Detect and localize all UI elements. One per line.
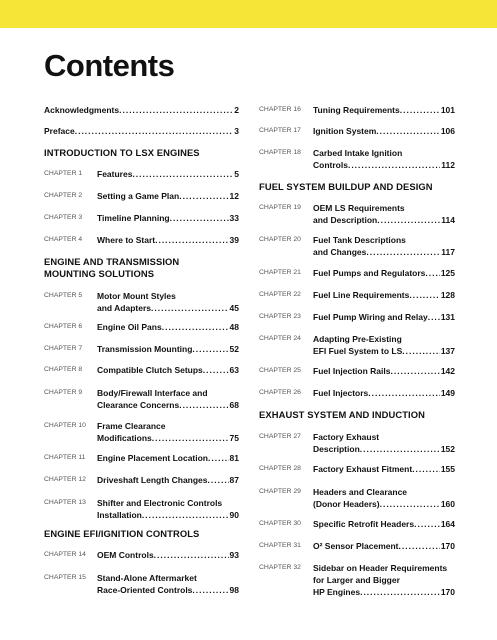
chapter-number: CHAPTER 12 (44, 476, 86, 483)
section-heading (259, 181, 455, 193)
entry-label: and Changes (313, 247, 367, 257)
page-number: 117 (441, 247, 455, 257)
dot-leader (390, 365, 439, 377)
dot-leader (208, 452, 229, 464)
dot-leader (208, 474, 229, 486)
chapter-number: CHAPTER 24 (259, 335, 301, 342)
chapter-number: CHAPTER 29 (259, 488, 301, 495)
entry-line (313, 234, 455, 246)
chapter-number: CHAPTER 3 (44, 214, 83, 221)
dot-leader (400, 104, 440, 116)
entry-title (97, 387, 239, 411)
page-number: 160 (440, 499, 455, 509)
chapter-number: CHAPTER 21 (259, 269, 301, 276)
dot-leader (360, 443, 440, 455)
chapter-number: CHAPTER 16 (259, 106, 301, 113)
chapter-number: CHAPTER 15 (44, 574, 86, 581)
entry-label: Stand-Alone Aftermarket (97, 573, 197, 583)
entry-label: OEM Controls (97, 550, 154, 560)
entry-title (97, 290, 239, 314)
entry-label: Body/Firewall Interface and (97, 388, 208, 398)
entry-label: Carbed Intake Ignition (313, 148, 403, 158)
page-number: 2 (234, 105, 239, 115)
entry-line (313, 147, 455, 159)
dot-leader (192, 343, 228, 355)
page-number: 48 (229, 322, 239, 332)
section-heading-line: INTRODUCTION TO LSX ENGINES (44, 147, 200, 158)
entry-line (313, 443, 455, 455)
entry-label: Features (97, 169, 133, 179)
entry-title (97, 420, 239, 444)
entry-line (313, 125, 455, 137)
dot-leader (425, 267, 439, 279)
entry-label: and Description (313, 215, 378, 225)
entry-title (313, 486, 455, 510)
entry-title (97, 474, 239, 486)
entry-line (97, 572, 239, 584)
entry-label: Factory Exhaust (313, 432, 380, 442)
entry-label: Fuel Line Requirements (313, 290, 410, 300)
entry-line (313, 345, 455, 357)
section-heading-line: ENGINE AND TRANSMISSION (44, 256, 180, 267)
chapter-number: CHAPTER 11 (44, 454, 86, 461)
dot-leader (179, 190, 228, 202)
page-number: 142 (440, 366, 455, 376)
entry-line (313, 518, 455, 530)
entry-line (97, 584, 239, 596)
chapter-number: CHAPTER 23 (259, 313, 301, 320)
entry-line (313, 586, 455, 598)
page-number: 155 (440, 464, 455, 474)
entry-line (97, 509, 239, 521)
dot-leader (155, 234, 228, 246)
entry-label: Fuel Pump Wiring and Relay (313, 312, 428, 322)
page-number: 75 (229, 433, 239, 443)
chapter-number: CHAPTER 6 (44, 323, 83, 330)
page-number: 33 (229, 213, 239, 223)
page-number: 170 (440, 587, 455, 597)
entry-label: Modifications (97, 433, 152, 443)
dot-leader (409, 289, 439, 301)
entry-title (313, 202, 455, 226)
entry-line (97, 399, 239, 411)
section-heading-line: FUEL SYSTEM BUILDUP AND DESIGN (259, 181, 433, 192)
page-number: 87 (229, 475, 239, 485)
dot-leader (428, 311, 440, 323)
entry-title (97, 212, 239, 224)
dot-leader (152, 432, 229, 444)
entry-line (313, 159, 455, 171)
entry-title (313, 540, 455, 552)
entry-line (313, 104, 455, 116)
entry-label: Fuel Injectors (313, 388, 369, 398)
entry-line (44, 104, 239, 116)
entry-title (97, 572, 239, 596)
entry-label: Controls (313, 160, 348, 170)
entry-label: Fuel Tank Descriptions (313, 235, 406, 245)
dot-leader (376, 125, 440, 137)
entry-title (97, 168, 239, 180)
entry-line (313, 486, 455, 498)
page-number: 106 (440, 126, 455, 136)
chapter-number: CHAPTER 8 (44, 366, 83, 373)
entry-label: Fuel Pumps and Regulators (313, 268, 426, 278)
page-number: 5 (234, 169, 239, 179)
entry-title (313, 387, 455, 399)
entry-line (313, 214, 455, 226)
entry-line (97, 452, 239, 464)
entry-title (313, 431, 455, 455)
chapter-number: CHAPTER 30 (259, 520, 301, 527)
entry-line (97, 497, 239, 509)
top-color-band (0, 0, 497, 28)
entry-line (313, 289, 455, 301)
entry-line (313, 202, 455, 214)
entry-title (44, 125, 239, 137)
entry-line (313, 498, 455, 510)
entry-title (97, 549, 239, 561)
chapter-number: CHAPTER 10 (44, 422, 86, 429)
entry-title (313, 104, 455, 116)
entry-label: Factory Exhaust Fitment (313, 464, 413, 474)
entry-label: Timeline Planning (97, 213, 170, 223)
chapter-number: CHAPTER 31 (259, 542, 301, 549)
page-number: 3 (234, 126, 239, 136)
entry-title (44, 104, 239, 116)
page-number: 45 (229, 303, 239, 313)
entry-line (313, 311, 455, 323)
entry-title (313, 125, 455, 137)
entry-label: Headers and Clearance (313, 487, 408, 497)
entry-line (97, 234, 239, 246)
entry-title (313, 289, 455, 301)
entry-line (97, 321, 239, 333)
entry-line (97, 549, 239, 561)
entry-line (97, 290, 239, 302)
entry-line (97, 364, 239, 376)
entry-line (313, 387, 455, 399)
page-number: 12 (229, 191, 239, 201)
entry-title (313, 147, 455, 171)
section-heading-line: MOUNTING SOLUTIONS (44, 268, 155, 279)
entry-label: Clearance Concerns (97, 400, 180, 410)
section-heading-line: ENGINE EFI/IGNITION CONTROLS (44, 528, 200, 539)
page-number: 81 (229, 453, 239, 463)
entry-title (97, 321, 239, 333)
entry-label: Sidebar on Header Requirements (313, 563, 448, 573)
entry-label: Motor Mount Styles (97, 291, 176, 301)
entry-label: Transmission Mounting (97, 344, 193, 354)
page-number: 137 (440, 346, 455, 356)
dot-leader (142, 509, 229, 521)
entry-title (313, 311, 455, 323)
chapter-number: CHAPTER 9 (44, 389, 83, 396)
chapter-number: CHAPTER 14 (44, 551, 86, 558)
chapter-number: CHAPTER 18 (259, 149, 301, 156)
entry-line (97, 474, 239, 486)
entry-line (313, 540, 455, 552)
entry-label: Specific Retrofit Headers (313, 519, 415, 529)
entry-line (44, 125, 239, 137)
page-number: 93 (229, 550, 239, 560)
chapter-number: CHAPTER 17 (259, 127, 301, 134)
dot-leader (368, 387, 440, 399)
section-heading (259, 409, 455, 421)
chapter-number: CHAPTER 26 (259, 389, 301, 396)
entry-title (97, 343, 239, 355)
entry-label: Setting a Game Plan (97, 191, 180, 201)
dot-leader (380, 498, 440, 510)
entry-label: Engine Oil Pans (97, 322, 162, 332)
chapter-number: CHAPTER 2 (44, 192, 83, 199)
chapter-number: CHAPTER 5 (44, 292, 83, 299)
entry-label: for Larger and Bigger (313, 575, 400, 585)
chapter-number: CHAPTER 4 (44, 236, 83, 243)
chapter-number: CHAPTER 25 (259, 367, 301, 374)
dot-leader (119, 104, 233, 116)
chapter-number: CHAPTER 22 (259, 291, 301, 298)
entry-line (97, 343, 239, 355)
section-heading (44, 256, 239, 280)
dot-leader (192, 584, 228, 596)
entry-label: Compatible Clutch Setups (97, 365, 203, 375)
dot-leader (170, 212, 229, 224)
entry-title (97, 234, 239, 246)
page-number: 101 (440, 105, 455, 115)
dot-leader (399, 540, 440, 552)
page-number: 149 (440, 388, 455, 398)
page-number: 170 (440, 541, 455, 551)
dot-leader (377, 214, 440, 226)
dot-leader (412, 463, 440, 475)
entry-line (97, 168, 239, 180)
entry-label: Where to Start (97, 235, 156, 245)
entry-title (313, 365, 455, 377)
entry-label: and Adapters (97, 303, 152, 313)
entry-line (313, 562, 455, 574)
dot-leader (151, 302, 229, 314)
page-number: 63 (229, 365, 239, 375)
entry-title (313, 562, 455, 598)
dot-leader (348, 159, 440, 171)
entry-title (97, 190, 239, 202)
entry-line (313, 246, 455, 258)
entry-title (97, 452, 239, 464)
entry-title (313, 463, 455, 475)
page-number: 39 (229, 235, 239, 245)
entry-label: Fuel Injection Rails (313, 366, 391, 376)
section-heading-line: EXHAUST SYSTEM AND INDUCTION (259, 409, 426, 420)
chapter-number: CHAPTER 28 (259, 465, 301, 472)
dot-leader (132, 168, 233, 180)
chapter-number: CHAPTER 13 (44, 499, 86, 506)
dot-leader (75, 125, 234, 137)
page-title: Contents (44, 48, 175, 83)
entry-line (313, 365, 455, 377)
page-number: 112 (441, 160, 455, 170)
entry-title (97, 497, 239, 521)
chapter-number: CHAPTER 20 (259, 236, 301, 243)
entry-line (97, 420, 239, 432)
dot-leader (179, 399, 228, 411)
entry-line (313, 267, 455, 279)
page-number: 98 (229, 585, 239, 595)
dot-leader (360, 586, 440, 598)
page-number: 152 (440, 444, 455, 454)
entry-label: O² Sensor Placement (313, 541, 399, 551)
chapter-number: CHAPTER 27 (259, 433, 301, 440)
entry-title (313, 267, 455, 279)
entry-label: Description (313, 444, 360, 454)
entry-label: Acknowledgments (44, 105, 120, 115)
chapter-number: CHAPTER 32 (259, 564, 301, 571)
entry-label: Race-Oriented Controls (97, 585, 193, 595)
entry-label: HP Engines (313, 587, 361, 597)
page-number: 128 (440, 290, 455, 300)
dot-leader (414, 518, 440, 530)
page-number: 68 (229, 400, 239, 410)
entry-label: Ignition System (313, 126, 377, 136)
section-heading (44, 528, 239, 540)
dot-leader (366, 246, 440, 258)
chapter-number: CHAPTER 19 (259, 204, 301, 211)
page-number: 114 (441, 215, 455, 225)
page-number: 131 (440, 312, 455, 322)
entry-label: Frame Clearance (97, 421, 166, 431)
entry-line (97, 190, 239, 202)
entry-label: Shifter and Electronic Controls (97, 498, 223, 508)
dot-leader (402, 345, 440, 357)
entry-line (97, 212, 239, 224)
entry-label: EFI Fuel System to LS (313, 346, 403, 356)
entry-label: Tuning Requirements (313, 105, 400, 115)
entry-label: Engine Placement Location (97, 453, 208, 463)
chapter-number: CHAPTER 1 (44, 170, 83, 177)
entry-label: Preface (44, 126, 75, 136)
chapter-number: CHAPTER 7 (44, 345, 83, 352)
page-number: 164 (440, 519, 455, 529)
page-number: 90 (229, 510, 239, 520)
entry-line (313, 463, 455, 475)
dot-leader (162, 321, 229, 333)
entry-title (313, 234, 455, 258)
section-heading (44, 147, 239, 159)
dot-leader (203, 364, 229, 376)
page-number: 52 (229, 344, 239, 354)
entry-label: OEM LS Requirements (313, 203, 405, 213)
entry-label: (Donor Headers) (313, 499, 380, 509)
entry-line (313, 431, 455, 443)
entry-line (313, 574, 455, 586)
dot-leader (154, 549, 229, 561)
entry-line (97, 302, 239, 314)
entry-line (97, 387, 239, 399)
entry-label: Installation (97, 510, 142, 520)
entry-title (97, 364, 239, 376)
entry-title (313, 333, 455, 357)
entry-line (97, 432, 239, 444)
entry-label: Driveshaft Length Changes (97, 475, 208, 485)
entry-line (313, 333, 455, 345)
entry-title (313, 518, 455, 530)
entry-label: Adapting Pre-Existing (313, 334, 402, 344)
page-number: 125 (440, 268, 455, 278)
